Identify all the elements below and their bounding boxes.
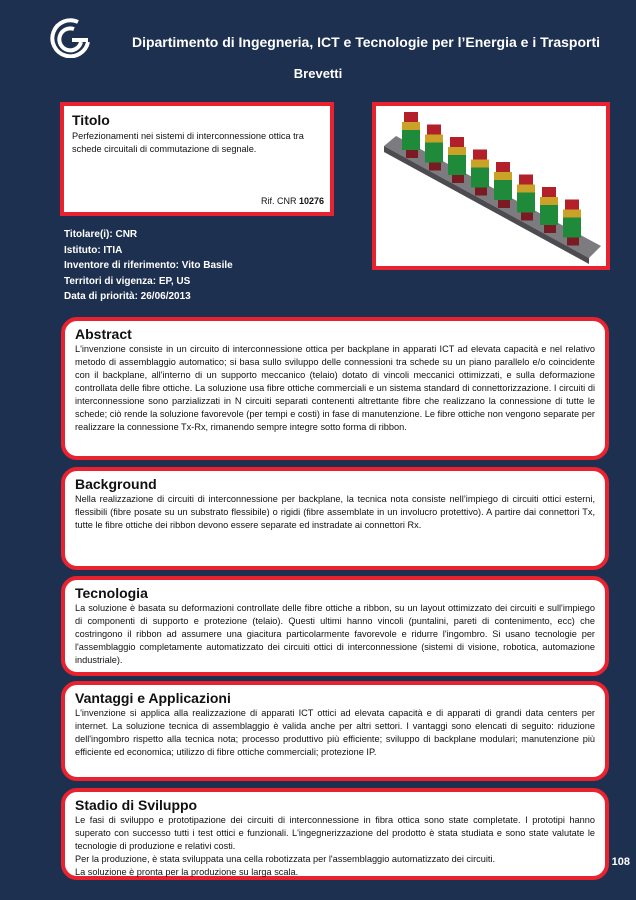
background-text: Nella realizzazione di circuiti di interconnessione per backplane, la tecnica nota consiste nell’impiego di circuiti ottici esterni, flessibili (fibre posate su un substrato flessibile) o rigidi (fibre assemblate in un involucro protettivo). A partire dai connettori Tx, tutte le fibre ottiche dei ribbon devono essere separate ed instradate ai connettori Rx. xyxy=(75,494,595,530)
image-box xyxy=(372,102,610,270)
reference-label: Rif. CNR xyxy=(260,196,297,206)
title-heading: Titolo xyxy=(72,112,110,128)
department-title: Dipartimento di Ingegneria, ICT e Tecnologie per l’Energia e i Trasporti xyxy=(131,34,601,50)
title-text: Perfezionamenti nei sistemi di interconnessione ottica tra schede circuitali di commutazione di segnale. xyxy=(72,131,304,154)
background-heading: Background xyxy=(75,476,157,492)
stadio-heading: Stadio di Sviluppo xyxy=(75,797,198,813)
tecnologia-text: La soluzione è basata su deformazioni controllate delle fibre ottiche a ribbon, su un layout ottimizzato dei circuiti e sull'impiego di componenti di supporto e protezione (telaio). Questi ultimi hanno vincoli (puntalini, pareti di contenimento, ecc) che costringono il ribbon ad assumere una giacitura particolarmente favorevole e ridurre l'ingombro. Si usano tecnologie per l'assemblaggio completamente automatizzato dei circuiti ottici di interconnessione (sistemi di visione, robotica, automazione industriale). xyxy=(75,603,595,665)
abstract-text: L'invenzione consiste in un circuito di interconnessione ottica per backplane in apparati ICT ad elevata capacità e nel relativo metodo di assemblaggio automatico; si basa sullo sviluppo delle connessioni tra schede su un piano parallelo e/o coincidente con il backplane, all'interno di un supporto meccanico (telaio) dotato di vincoli meccanici ottimizzati, e sulla deformazione controllata delle fibre ottiche. La soluzione usa fibre ottiche commerciali e un sistema standard di connettorizzazione. I circuiti di interconnessione sono parzializzati in N circuiti separati contenenti altrettante fibre che realizzano la connessione di tutte le schede; ciò rende la soluzione favorevole (per tempi e costi) in fase di manutenzione. Le fibre ottiche non vengono separate per realizzare la connessione Tx-Rx, rimanendo sempre integre sotto forma di ribbon. xyxy=(75,344,595,432)
info-line: Titolare(i): CNR xyxy=(64,229,138,240)
stadio-section xyxy=(61,788,609,880)
info-block xyxy=(64,227,233,305)
reference-number: 10276 xyxy=(298,196,324,206)
vantaggi-section xyxy=(61,681,609,781)
stadio-text-2: Per la produzione, è stata sviluppata una cella robotizzata per l'assemblaggio automatizzato dei circuiti. xyxy=(75,854,496,864)
tecnologia-section xyxy=(61,576,609,676)
vantaggi-heading: Vantaggi e Applicazioni xyxy=(75,690,231,706)
vantaggi-text: L'invenzione si applica alla realizzazione di apparati ICT ottici ad elevata capacità e di apparati di grandi data centers per internet. La soluzione tecnica di assemblaggio è valida anche per altri settori. I vantaggi sono elencati di seguito: riduzione dell'ingombro rispetto alla tecnica nota; processo produttivo più efficiente; sviluppo di backplane modulari; manutenzione più efficiente ed economica; utilizzo di fibre ottiche commerciali; protezione IP. xyxy=(75,708,595,757)
stadio-text-3: La soluzione è pronta per la produzione su larga scala. xyxy=(75,867,299,877)
reference xyxy=(261,196,324,206)
page-number: 108 xyxy=(611,856,630,868)
abstract-section xyxy=(61,317,609,460)
info-line: Istituto: ITIA xyxy=(64,244,123,256)
stadio-text-1: Le fasi di sviluppo e prototipazione dei circuiti di interconnessione in fibra ottica sono state completate. I prototipi hanno superato con successo tutti i test ottici e funzionali. L'ingegnerizzazione del prodotto è stata studiata e sono state valutate le tecnologie di produzione e relativi costi. xyxy=(75,815,595,851)
backplane-rendering-icon xyxy=(376,106,606,266)
title-box xyxy=(60,102,334,216)
background-section xyxy=(61,467,609,570)
section-title: Brevetti xyxy=(293,66,343,81)
info-line: Data di priorità: 26/06/2013 xyxy=(64,291,191,302)
tecnologia-heading: Tecnologia xyxy=(75,585,148,601)
abstract-heading: Abstract xyxy=(75,326,132,342)
info-line: Inventore di riferimento: Vito Basile xyxy=(64,260,233,271)
info-line: Territori di vigenza: EP, US xyxy=(64,275,191,287)
